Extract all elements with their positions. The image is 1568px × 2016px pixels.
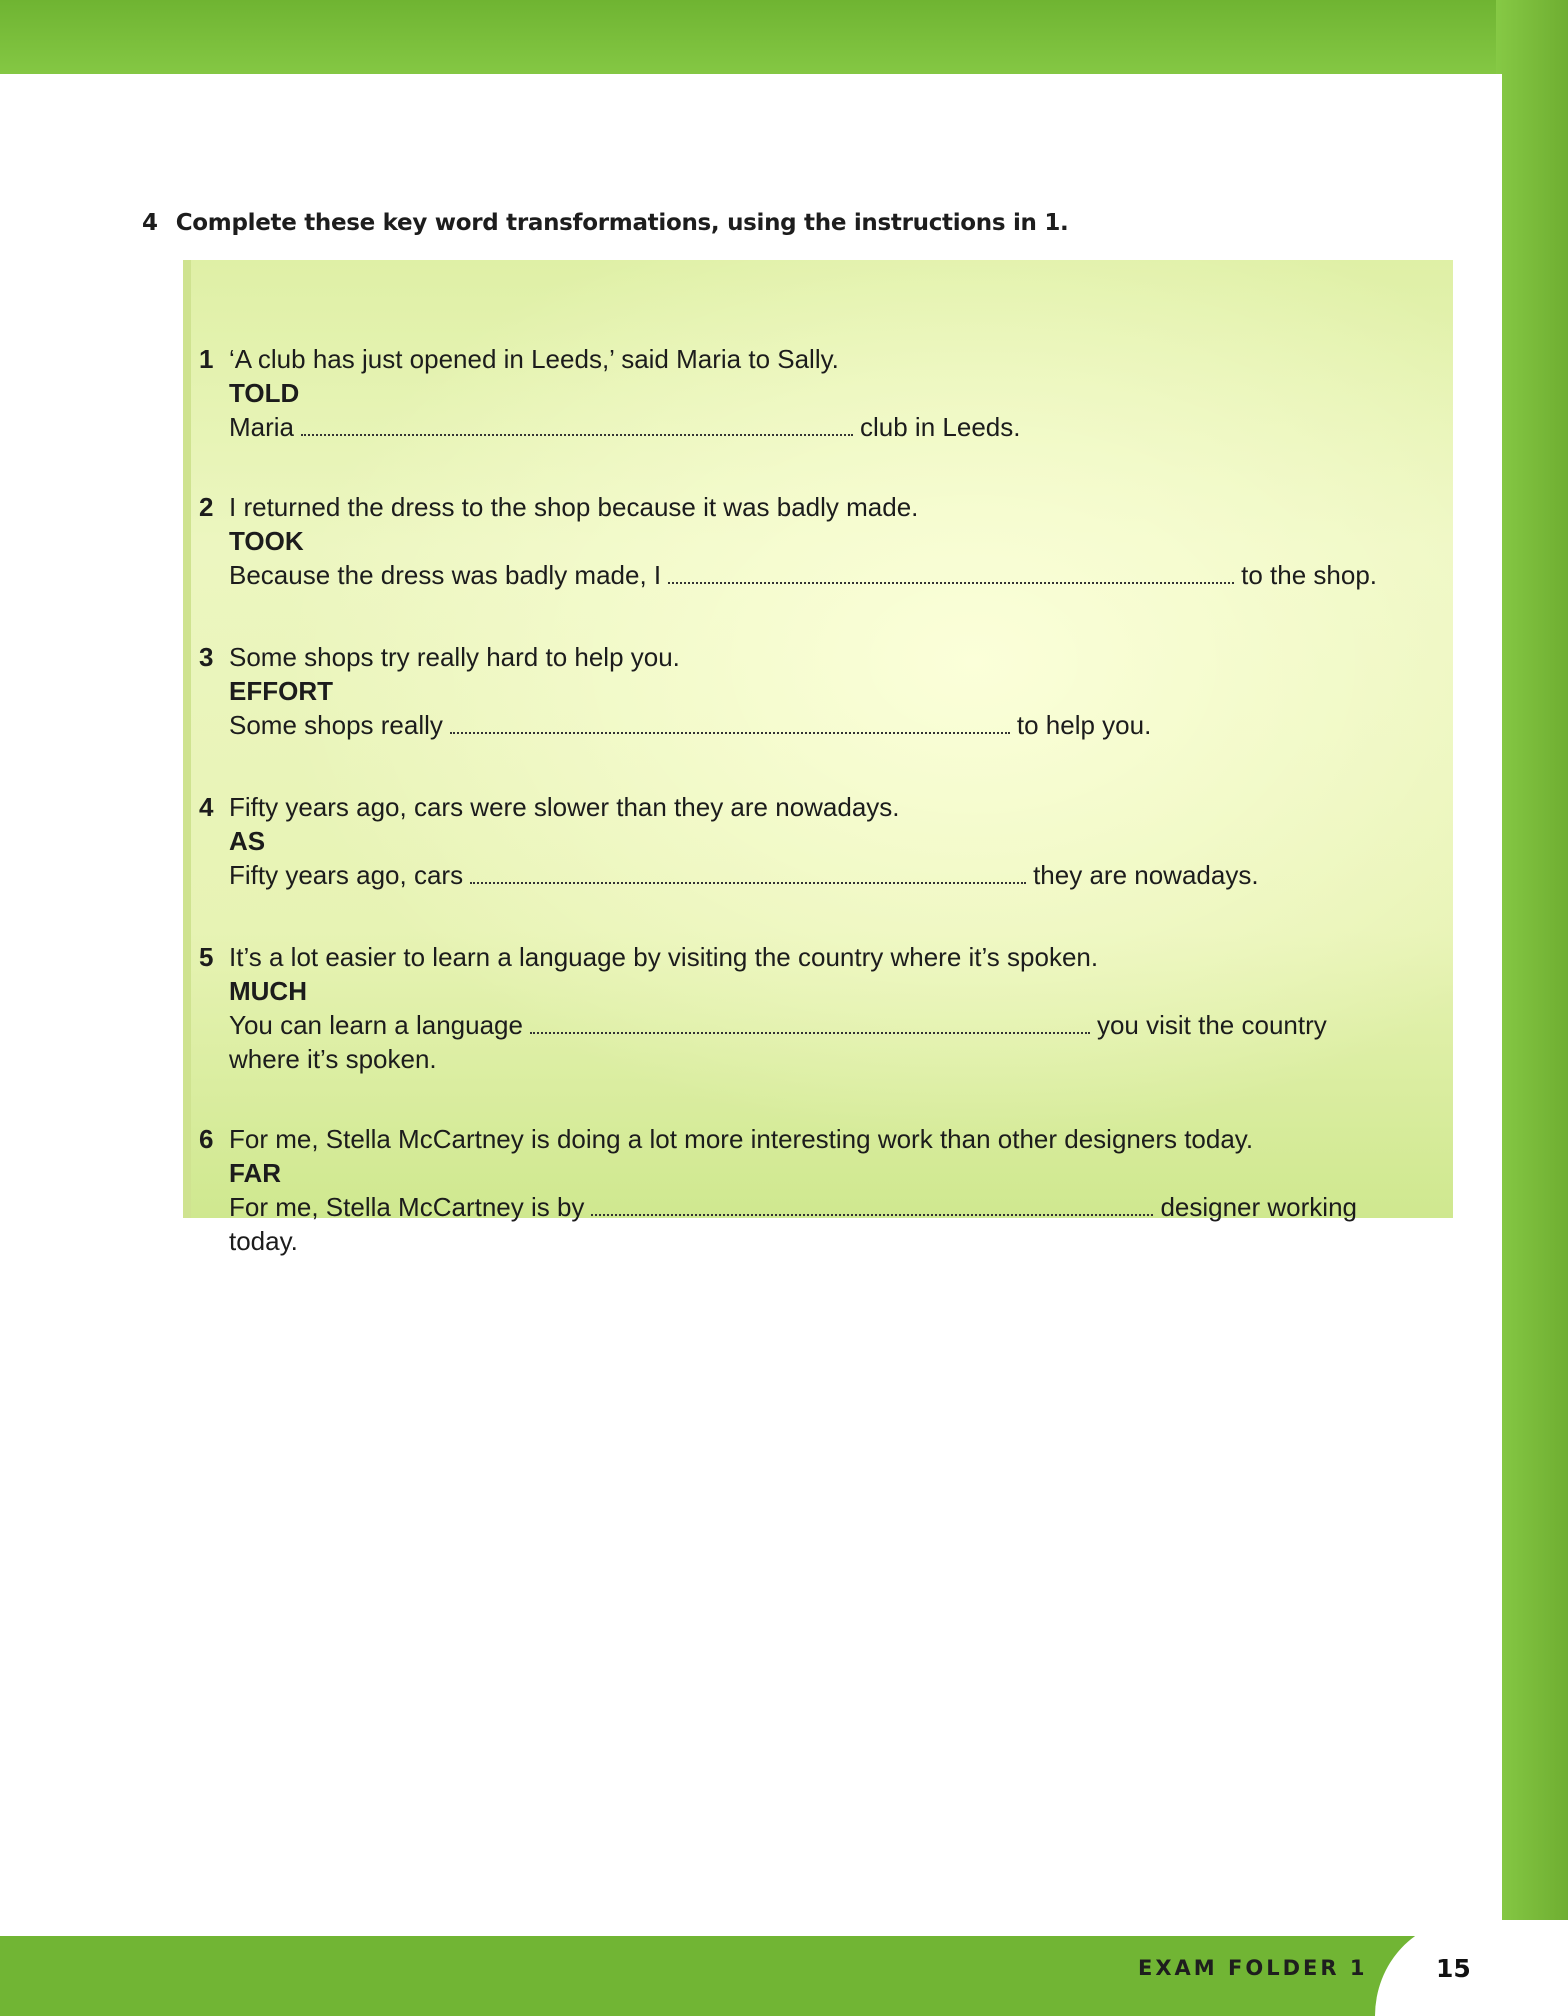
item-number: 3 [199,642,214,672]
answer-blank[interactable] [668,574,1234,584]
item-keyword: FAR [229,1158,281,1188]
answer-blank[interactable] [591,1206,1153,1216]
answer-prefix: Some shops really [229,710,443,740]
item-sentence: ‘A club has just opened in Leeds,’ said Maria to Sally. [229,344,839,374]
answer-suffix: to help you. [1016,710,1152,740]
page-number: 15 [1436,1954,1471,1983]
exercise-heading [142,210,1068,236]
item-number: 2 [199,492,214,522]
answer-suffix: you visit the country [1096,1010,1327,1040]
answer-blank[interactable] [530,1024,1090,1034]
answer-prefix: Maria [229,412,295,442]
section-label: EXAM FOLDER 1 [1138,1956,1368,1980]
transformation-item-5 [199,940,1419,1076]
item-sentence: For me, Stella McCartney is doing a lot more interesting work than other designers today. [229,1124,1254,1154]
transformation-item-4 [199,790,1419,892]
answer-suffix: to the shop. [1241,560,1378,590]
item-answer-line [229,558,1419,592]
answer-blank[interactable] [301,426,853,436]
item-sentence: It’s a lot easier to learn a language by visiting the country where it’s spoken. [229,942,1099,972]
answer-blank[interactable] [470,874,1026,884]
green-frame-right [1496,0,1568,2016]
item-number: 6 [199,1124,214,1154]
answer-suffix: designer working [1160,1192,1357,1222]
item-number: 4 [199,792,214,822]
answer-prefix: You can learn a language [229,1010,523,1040]
answer-continuation: where it’s spoken. [229,1044,437,1074]
item-answer-line [229,1190,1419,1224]
exercise-number: 4 [142,210,158,236]
transformation-item-2 [199,490,1419,592]
answer-prefix: Fifty years ago, cars [229,860,464,890]
item-keyword: TOLD [229,378,300,408]
green-frame-top [0,0,1568,80]
item-answer-line [229,858,1419,892]
answer-suffix: club in Leeds. [860,412,1021,442]
item-keyword: MUCH [229,976,307,1006]
transformations-panel [183,260,1453,1256]
item-answer-line [229,410,1419,444]
item-number: 5 [199,942,214,972]
answer-suffix: they are nowadays. [1033,860,1259,890]
item-answer-line [229,708,1419,742]
item-keyword: EFFORT [229,676,333,706]
exercise-instruction: Complete these key word transformations, using the instructions in 1. [175,210,1069,236]
item-sentence: Fifty years ago, cars were slower than they are nowadays. [229,792,900,822]
item-keyword: TOOK [229,526,304,556]
item-sentence: Some shops try really hard to help you. [229,642,680,672]
transformation-item-6 [199,1122,1419,1258]
transformation-item-3 [199,640,1419,742]
answer-continuation: today. [229,1226,298,1256]
transformation-item-1 [199,342,1419,444]
item-answer-line [229,1008,1419,1042]
item-keyword: AS [229,826,266,856]
item-number: 1 [199,344,214,374]
answer-prefix: For me, Stella McCartney is by [229,1192,585,1222]
item-sentence: I returned the dress to the shop because it was badly made. [229,492,919,522]
answer-blank[interactable] [450,724,1010,734]
answer-prefix: Because the dress was badly made, I [229,560,662,590]
